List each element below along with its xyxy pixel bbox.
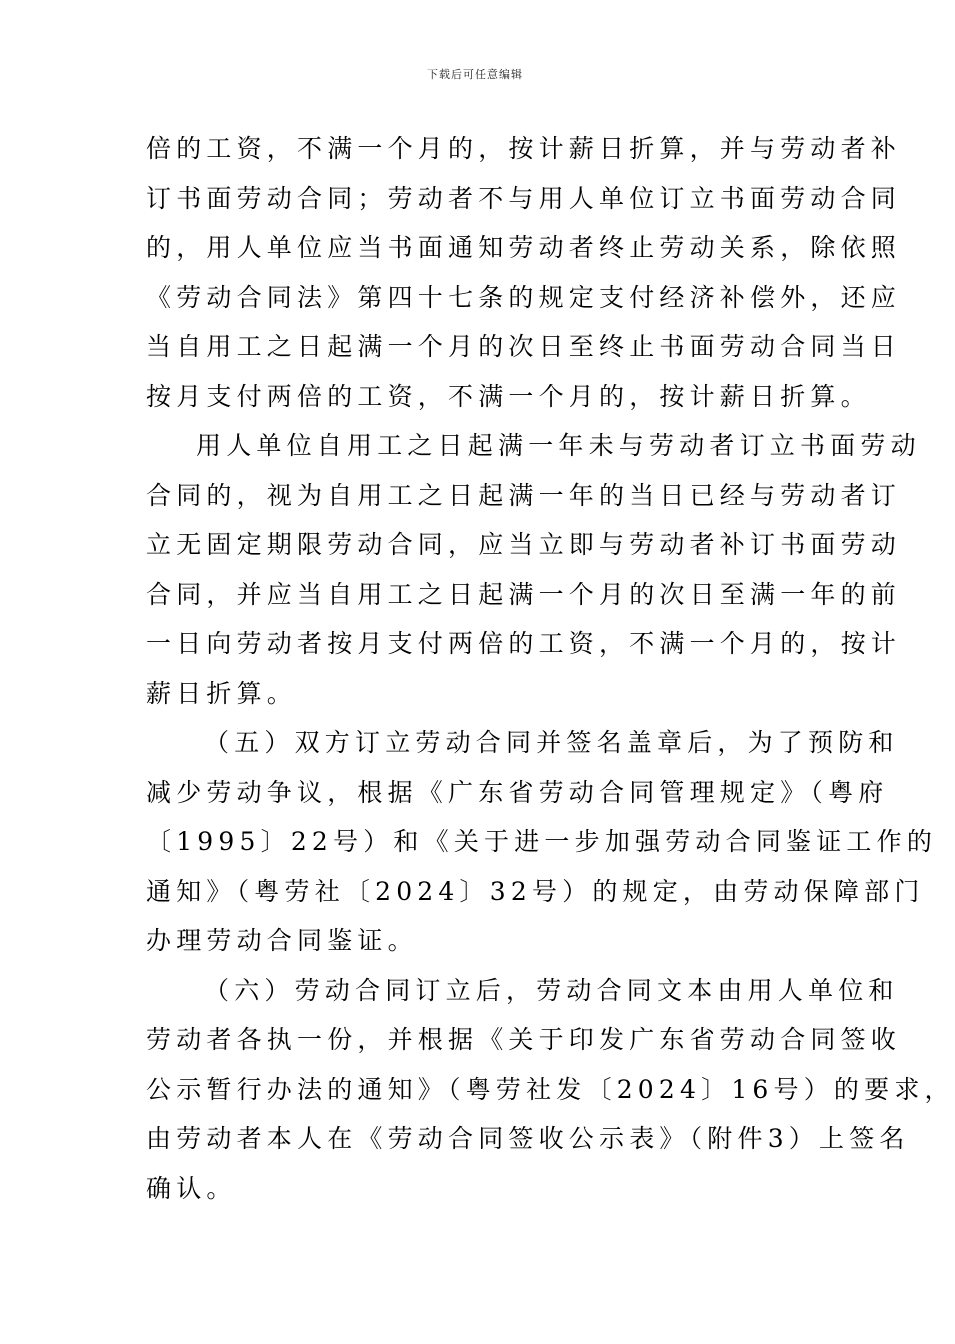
text-line: 〔1995〕22号）和《关于进一步加强劳动合同鉴证工作的 [146,827,938,856]
text-line: 立无固定期限劳动合同，应当立即与劳动者补订书面劳动 [146,530,902,559]
text-line: 通知》（粤劳社〔2024〕32号）的规定，由劳动保障部门 [146,876,925,906]
text-line: 公示暂行办法的通知》（粤劳社发〔2024〕16号）的要求， [146,1074,955,1104]
text-line: 劳动者各执一份，并根据《关于印发广东省劳动合同签收 [146,1025,902,1054]
text-line: 倍的工资，不满一个月的，按计薪日折算，并与劳动者补 [146,134,902,163]
text-line: （六）劳动合同订立后，劳动合同文本由用人单位和 [204,975,899,1005]
text-line: 按月支付两倍的工资，不满一个月的，按计薪日折算。 [146,381,871,411]
text-line: 《劳动合同法》第四十七条的规定支付经济补偿外，还应 [146,282,902,312]
text-line: 合同，并应当自用工之日起满一个月的次日至满一年的前 [146,579,902,609]
text-line: 薪日折算。 [146,678,298,708]
text-line: 当自用工之日起满一个月的次日至终止书面劳动合同当日 [146,332,902,361]
document-body [146,124,955,1213]
text-line: 订书面劳动合同；劳动者不与用人单位订立书面劳动合同 [146,183,902,213]
text-line: 一日向劳动者按月支付两倍的工资，不满一个月的，按计 [146,629,902,658]
paragraph-item-five [146,718,938,966]
text-line: 用人单位自用工之日起满一年未与劳动者订立书面劳动 [196,431,921,460]
text-line: 确认。 [146,1173,237,1203]
text-line: 合同的，视为自用工之日起满一年的当日已经与劳动者订 [146,480,902,510]
paragraph-item-six [146,966,955,1214]
text-line: 由劳动者本人在《劳动合同签收公示表》（附件3）上签名 [146,1124,910,1153]
paragraph-one-year-rule [146,421,921,718]
text-line: 办理劳动合同鉴证。 [146,926,418,955]
text-line: 减少劳动争议，根据《广东省劳动合同管理规定》（粤府 [146,777,889,807]
text-line: 的，用人单位应当书面通知劳动者终止劳动关系，除依照 [146,233,902,262]
text-line: （五）双方订立劳动合同并签名盖章后，为了预防和 [204,728,899,757]
page-header: 下载后可任意编辑 [427,68,523,81]
paragraph-wage-compensation [146,124,902,421]
